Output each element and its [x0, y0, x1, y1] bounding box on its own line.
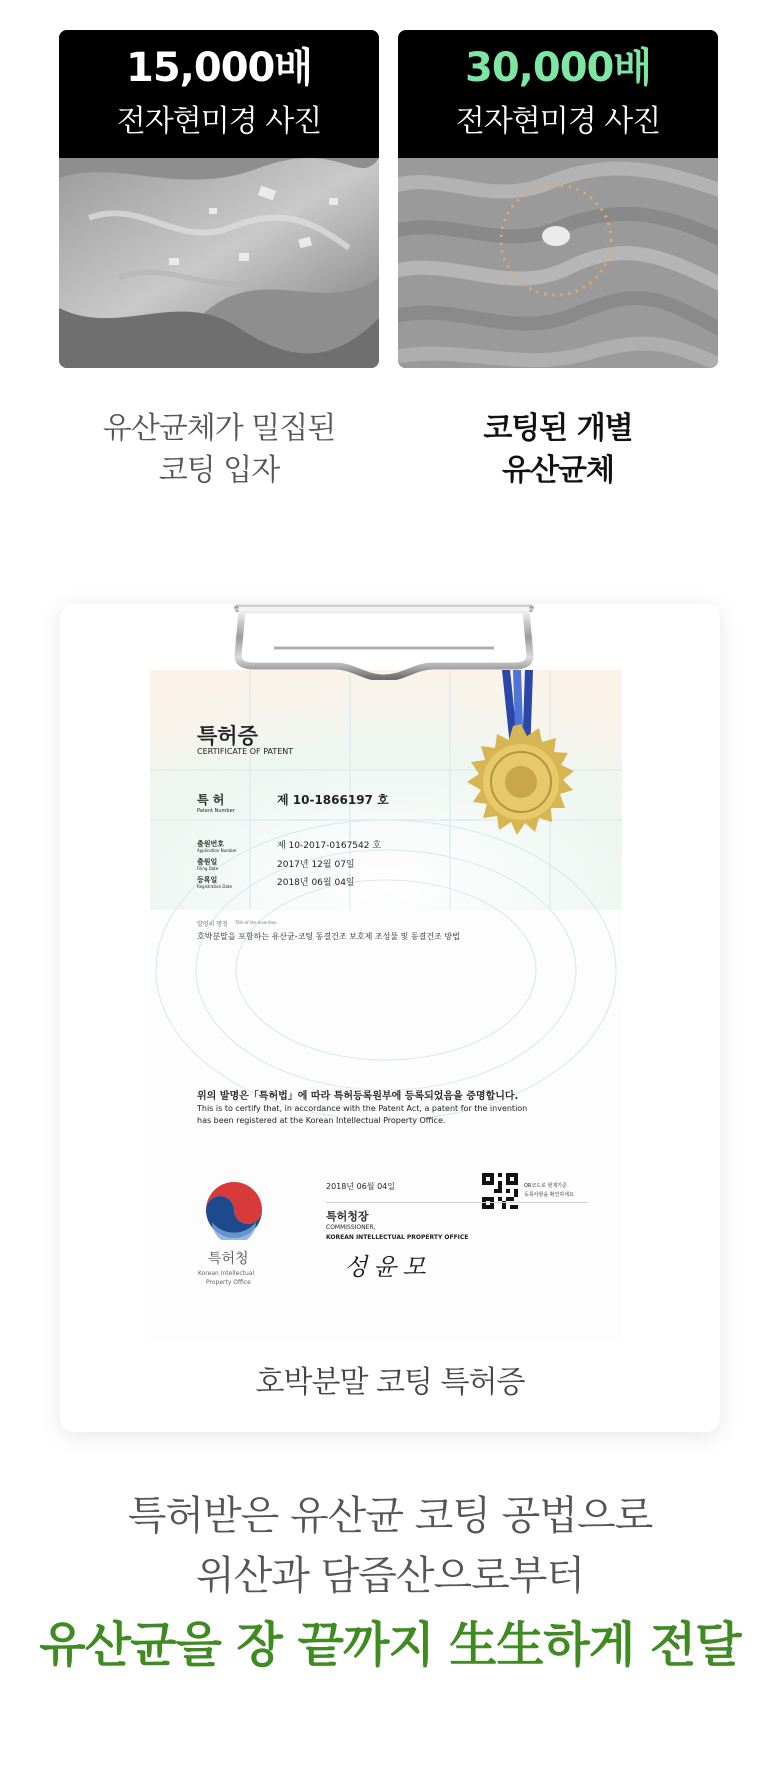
patent-number-label: 특 허	[197, 793, 225, 807]
sem-card-15000	[59, 30, 379, 368]
commissioner-en-1: COMMISSIONER,	[326, 1224, 376, 1231]
description-line: 유산균체	[502, 453, 614, 488]
signature-rule	[326, 1202, 588, 1203]
qr-code-icon	[482, 1173, 518, 1209]
description-line: 유산균체가 밀집된	[102, 411, 336, 446]
clipboard-clip-icon	[234, 604, 534, 680]
filing-date: 2017년 12월 07일	[277, 860, 355, 870]
filing-date-label: 출원일	[197, 858, 218, 866]
magnification-label: 30,000배	[465, 45, 651, 91]
patent-certificate-document	[150, 670, 622, 1340]
commissioner-signature: 성윤모	[344, 1253, 432, 1281]
filing-date-label-en: Filing Date	[197, 866, 219, 871]
certify-statement-ko: 위의 발명은「특허법」에 따라 특허등록원부에 등록되었음을 증명합니다.	[197, 1091, 519, 1102]
closing-line-1: 특허받은 유산균 코팅 공법으로	[127, 1493, 653, 1539]
office-name-en-1: Korean Intellectual	[198, 1270, 255, 1277]
invention-title: 호박분말을 포함하는 유산균-코팅 동결건조 보호제 조성물 및 동결건조 방법	[197, 932, 460, 941]
issue-date: 2018년 06월 04일	[326, 1182, 395, 1191]
microscope-caption: 전자현미경 사진	[116, 104, 322, 139]
magnification-label: 15,000배	[126, 45, 312, 91]
sem-card-30000	[398, 30, 718, 368]
certify-statement-en-2: has been registered at the Korean Intellectual Property Office.	[197, 1116, 446, 1125]
certify-statement-en-1: This is to certify that, in accordance with the Patent Act, a patent for the invention	[197, 1104, 528, 1113]
sem-description-15000	[59, 408, 379, 492]
kipo-logo-icon	[204, 1180, 264, 1240]
patent-number: 제 10-1866197 호	[277, 793, 389, 807]
certificate-title-en: CERTIFICATE OF PATENT	[197, 747, 294, 756]
registration-date-label-en: Registration Date	[197, 884, 232, 889]
invention-title-label: 발명의 명칭	[197, 921, 228, 928]
sem-card-header	[398, 30, 718, 158]
application-number-label: 출원번호	[197, 840, 225, 848]
description-line: 코팅된 개별	[483, 411, 633, 446]
commissioner-title: 특허청장	[326, 1210, 369, 1223]
microscope-caption: 전자현미경 사진	[455, 104, 661, 139]
gold-seal-icon	[461, 722, 581, 842]
application-number: 제 10-2017-0167542 호	[277, 841, 382, 851]
commissioner-en-2: KOREAN INTELLECTUAL PROPERTY OFFICE	[326, 1234, 469, 1241]
office-name-ko: 특허청	[208, 1251, 249, 1267]
qr-note-1: QR코드로 현재기준	[524, 1183, 567, 1189]
closing-line-2: 위산과 담즙산으로부터	[195, 1553, 585, 1599]
closing-highlight: 유산균을 장 끝까지 生生하게 전달	[39, 1617, 741, 1673]
invention-title-label-en: Title of the Invention	[235, 920, 277, 925]
office-name-en-2: Property Office	[206, 1279, 251, 1286]
registration-date-label: 등록일	[197, 876, 218, 884]
patent-number-label-en: Patent Number	[197, 808, 235, 814]
sem-description-30000	[398, 408, 718, 492]
sem-photo-30000	[398, 158, 718, 368]
description-line: 코팅 입자	[158, 453, 280, 488]
qr-note-2: 등록사항을 확인하세요	[524, 1192, 574, 1198]
application-number-label-en: Application Number	[197, 848, 237, 853]
certificate-caption: 호박분말 코팅 특허증	[255, 1365, 525, 1400]
registration-date: 2018년 06월 04일	[277, 878, 355, 888]
sem-card-header	[59, 30, 379, 158]
certificate-title: 특허증	[197, 724, 258, 748]
sem-photo-15000	[59, 158, 379, 368]
